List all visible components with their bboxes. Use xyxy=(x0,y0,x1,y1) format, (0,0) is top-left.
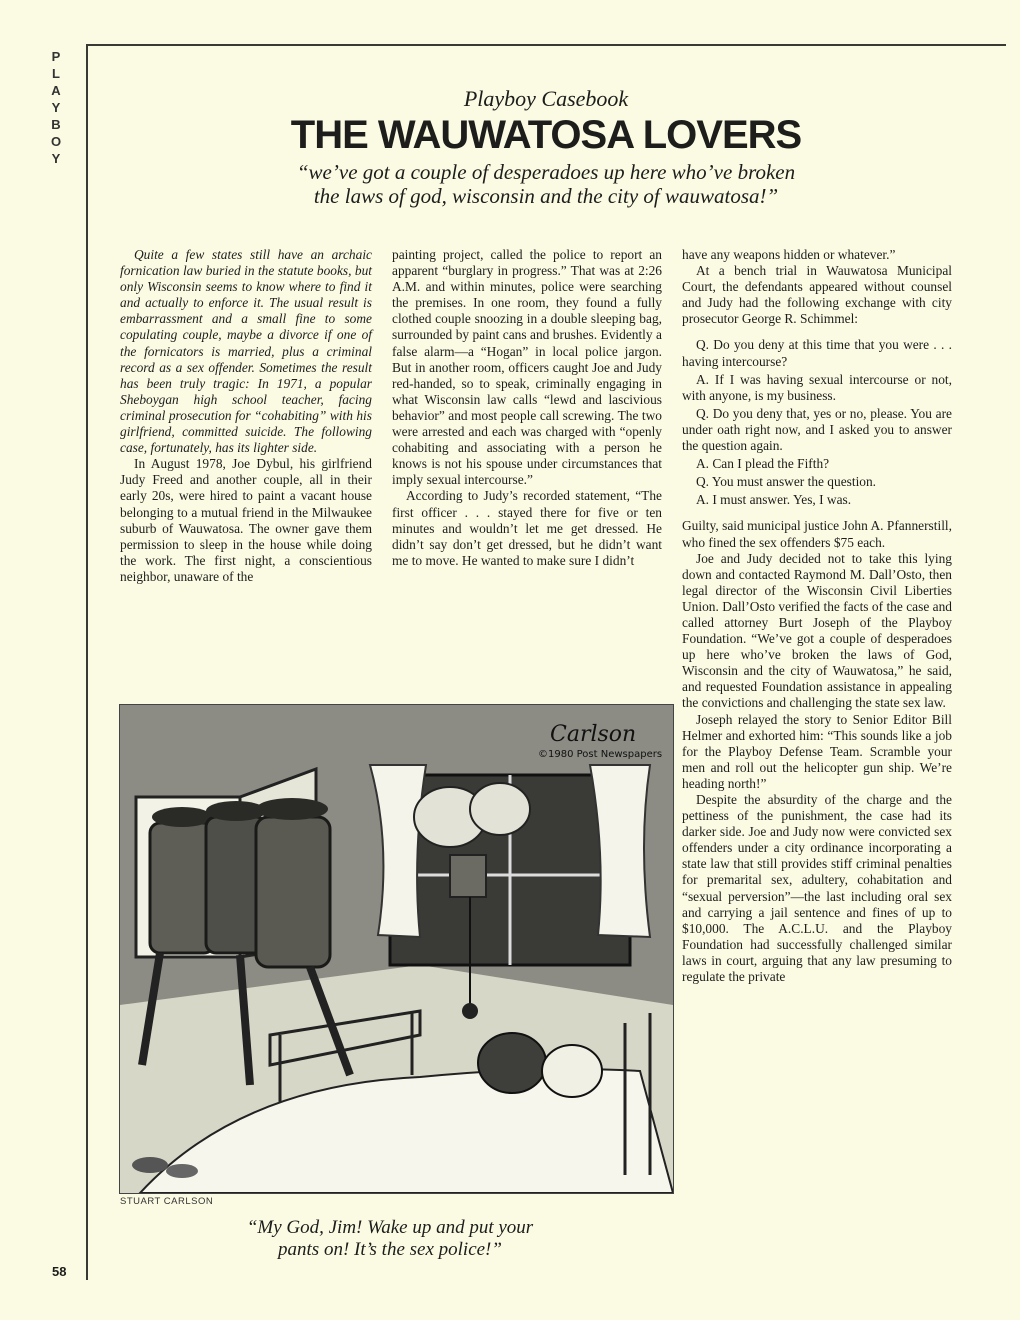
body-paragraph: In August 1978, Joe Dybul, his girlfriend Judy Freed and another couple, all in their early 20s, were hired to paint a vacant house belonging to a mutual friend in the Milwaukee suburb of Wauwatosa. The owner gave them permission to sleep in the house while doing the work. The first night, a conscientious neighbor, unaware of the xyxy=(120,456,372,584)
column-1 xyxy=(120,247,372,585)
body-paragraph: have any weapons hidden or whatever.” xyxy=(682,247,896,262)
page-number: 58 xyxy=(52,1264,67,1279)
lamp-bulb xyxy=(462,1003,478,1019)
time-abbrev: A.M. xyxy=(392,279,421,295)
shoe xyxy=(166,1164,198,1178)
transcript-line: Q. You must answer the question. xyxy=(696,474,877,490)
text-run: and within minutes, police were searching the premises. In one room, they found a fully clothed couple snoozing in a double sleeping bag, surrounded by paint cans and brushes. Evidently a false alarm—a “Hogan” in local police jargon. But in another room, officers caught Joe and Judy red-handed, so to speak, criminally engaging in what Wisconsin law calls “lewd and lascivious behavior” and most people call screwing. The two were arrested and each was charged with “openly cohabiting and associating with a person he knows is not his spouse under circumstances that imply sexual intercourse.” xyxy=(392,279,662,488)
article-deck xyxy=(86,160,1006,208)
text-run: painting project, called the police to report an apparent “burglary in progress.” That was at 2:26 xyxy=(392,247,662,279)
window-figure-boot xyxy=(450,855,486,897)
deck-line: “we’ve got a couple of desperadoes up here who’ve broken xyxy=(296,160,796,184)
magazine-letter: Y xyxy=(51,100,61,115)
transcript-line: A. If I was having sexual intercourse or not, with anyone, is my business. xyxy=(682,371,952,403)
body-paragraph: Joe and Judy decided not to take this lying down and contacted Raymond M. Dall’Osto, then legal director of the Wisconsin Civil Liberties Union. Dall’Osto verified the facts of the case and called attorney Burt Joseph of the Playboy Foundation. “We’ve got a couple of desperadoes up here who’ve broken the laws of God, Wisconsin and the city of Wauwatosa,” he said, and requested Foundation assistance in appealing the convictions and challenging the state sex law. xyxy=(682,550,952,711)
intro-paragraph: Quite a few states still have an archaic fornication law buried in the statute books, but only Wisconsin seems to know where to find it and actually to enforce it. The usual result is embarrassment and a small fine to some copulating couple, maybe a divorce if one of the fornicators is married, plus a criminal record as a sex offender. Sometimes the result has been truly tragic: In 1971, a popular Sheboygan high school teacher, facing criminal prosecution for “cohabiting” with his girlfriend, committed suicide. The following case, fortunately, has its lighter side. xyxy=(120,247,372,456)
officer-hat xyxy=(152,807,212,827)
sleeper-face xyxy=(542,1045,602,1097)
magazine-letter: B xyxy=(51,117,61,132)
body-paragraph: At a bench trial in Wauwatosa Municipal Court, the defendants appeared without counsel and Judy had the following exchange with city prosecutor George R. Schimmel: xyxy=(682,263,952,327)
caption-line: pants on! It’s the sex police!” xyxy=(278,1239,502,1260)
magazine-name xyxy=(46,48,66,167)
shoe xyxy=(132,1157,168,1173)
magazine-letter: L xyxy=(52,66,60,81)
officer xyxy=(256,817,330,967)
transcript-line: A. I must answer. Yes, I was. xyxy=(696,492,852,508)
court-transcript xyxy=(682,337,952,508)
body-paragraph: Joseph relayed the story to Senior Editor Bill Helmer and exhorted him: “This sounds like a job for the Playboy Defense Team. Scramble your men and roll out the helicopter gun ship. We’re heading north!” xyxy=(682,711,952,791)
curtain-right xyxy=(590,765,650,937)
illustrator-credit: STUART CARLSON xyxy=(120,1196,214,1207)
magazine-letter: Y xyxy=(51,151,61,166)
magazine-letter: P xyxy=(51,49,61,64)
transcript-line: Q. Do you deny at this time that you were . . . having intercourse? xyxy=(682,337,952,369)
body-paragraph: Despite the absurdity of the charge and the pettiness of the punishment, the case had its darker side. Joe and Judy now were convicted sex offenders under a city ordinance incorporating a state law that still provides stiff criminal penalties for premarital sex, adultery, cohabitation and “sexual perversion”—the last including oral sex and carrying a jail sentence and fines of up to $10,000. The A.C.L.U. and the Playboy Foundation had successfully challenged similar laws in court, arguing that any law presuming to regulate the private xyxy=(682,792,952,985)
cartoon-illustration xyxy=(119,704,674,1194)
transcript-line: Q. Do you deny that, yes or no, please. You are under oath right now, and I asked you to answer the question again. xyxy=(682,405,952,454)
column-2 xyxy=(392,247,662,569)
transcript-line: A. Can I plead the Fifth? xyxy=(696,456,830,472)
cartoon-caption xyxy=(180,1217,600,1261)
body-paragraph: Guilty, said municipal justice John A. Pfannerstill, who fined the sex offenders $75 each. xyxy=(682,518,952,550)
window-figure xyxy=(470,783,530,835)
column-3 xyxy=(682,247,952,985)
top-rule xyxy=(86,44,1006,46)
cartoon-drawing xyxy=(120,705,673,1193)
magazine-letter: O xyxy=(50,134,62,149)
magazine-letter: A xyxy=(51,83,61,98)
article-title: THE WAUWATOSA LOVERS xyxy=(290,113,802,157)
sleeper-hair xyxy=(478,1033,546,1093)
officer xyxy=(150,823,214,953)
left-rule xyxy=(86,44,88,1280)
deck-line: the laws of god, wisconsin and the city of wauwatosa!” xyxy=(313,184,779,208)
section-kicker: Playboy Casebook xyxy=(463,86,629,111)
caption-line: “My God, Jim! Wake up and put your xyxy=(246,1217,534,1238)
cartoon-signature-name: Carlson xyxy=(550,722,637,747)
body-paragraph xyxy=(392,247,662,488)
officer-hat xyxy=(256,798,328,820)
cartoon-signature-copyright: ©1980 Post Newspapers xyxy=(538,749,663,760)
body-paragraph: According to Judy’s recorded statement, “The first officer . . . stayed there for five or ten minutes and wouldn’t let me get dressed. He didn’t say don’t get dressed, but he didn’t want me to move. He wanted to make sure I didn’t xyxy=(392,488,662,568)
